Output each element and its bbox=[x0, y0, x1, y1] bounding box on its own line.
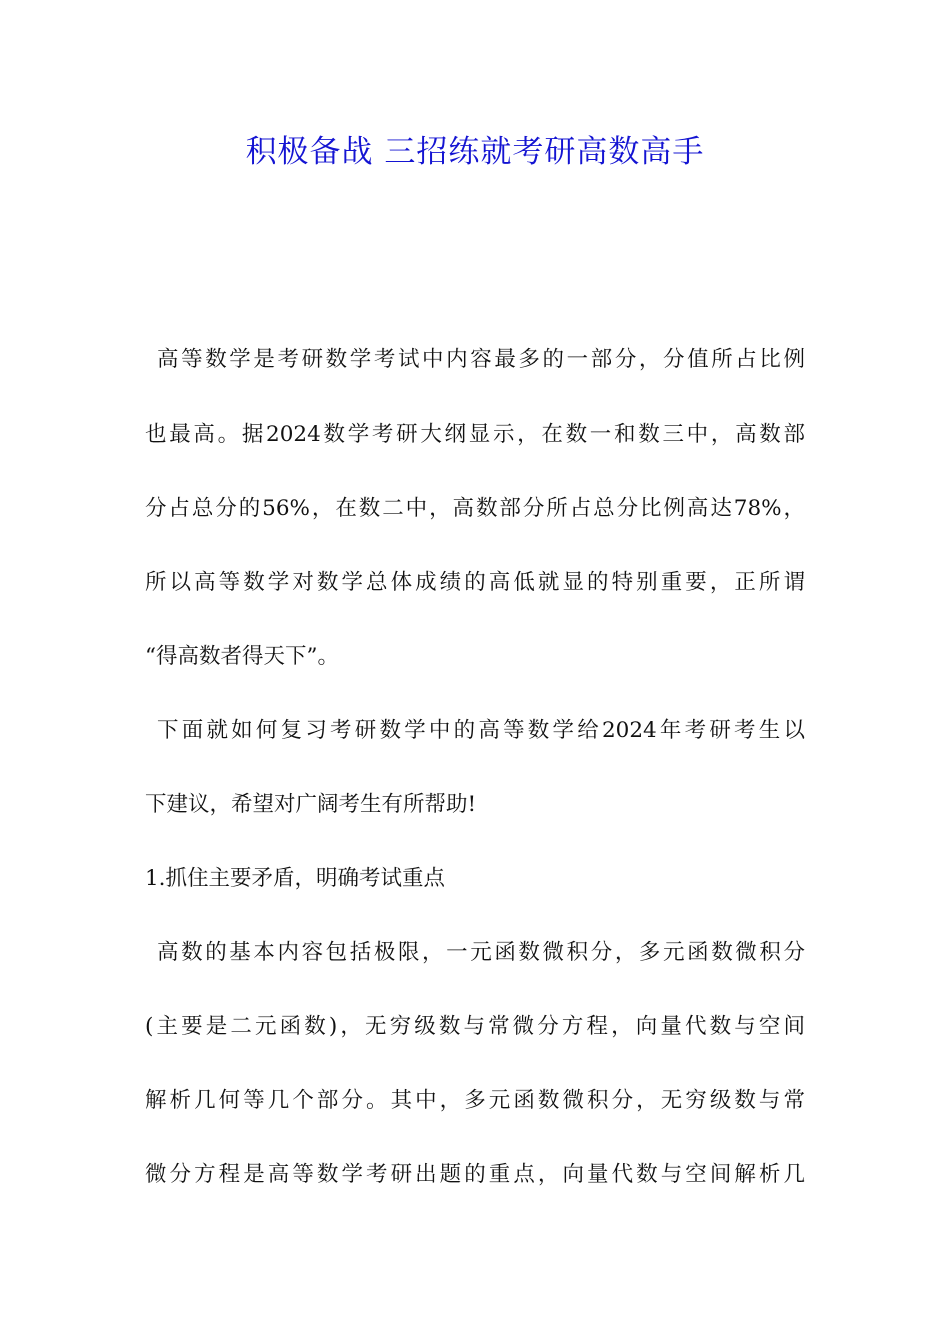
paragraph-line: 下面就如何复习考研数学中的高等数学给2024年考研考生以 bbox=[157, 718, 805, 743]
section-heading: 1.抓住主要矛盾，明确考试重点 bbox=[145, 866, 446, 891]
paragraph-line: 所以高等数学对数学总体成绩的高低就显的特别重要，正所谓 bbox=[145, 570, 805, 595]
paragraph-line: 高数的基本内容包括极限，一元函数微积分，多元函数微积分 bbox=[157, 940, 805, 965]
paragraph-line: 高等数学是考研数学考试中内容最多的一部分，分值所占比例 bbox=[157, 347, 805, 372]
document-title: 积极备战 三招练就考研高数高手 bbox=[245, 134, 705, 170]
paragraph-line: 下建议，希望对广阔考生有所帮助! bbox=[145, 792, 477, 817]
paragraph-line: “得高数者得天下”。 bbox=[145, 644, 339, 669]
paragraph-line: 解析几何等几个部分。其中，多元函数微积分，无穷级数与常 bbox=[145, 1088, 805, 1113]
paragraph-line: 也最高。据2024数学考研大纲显示，在数一和数三中，高数部 bbox=[145, 422, 805, 447]
paragraph-line: (主要是二元函数)，无穷级数与常微分方程，向量代数与空间 bbox=[145, 1014, 805, 1039]
paragraph-line: 分占总分的56%，在数二中，高数部分所占总分比例高达78%， bbox=[145, 496, 805, 521]
paragraph-line: 微分方程是高等数学考研出题的重点，向量代数与空间解析几 bbox=[145, 1162, 805, 1187]
